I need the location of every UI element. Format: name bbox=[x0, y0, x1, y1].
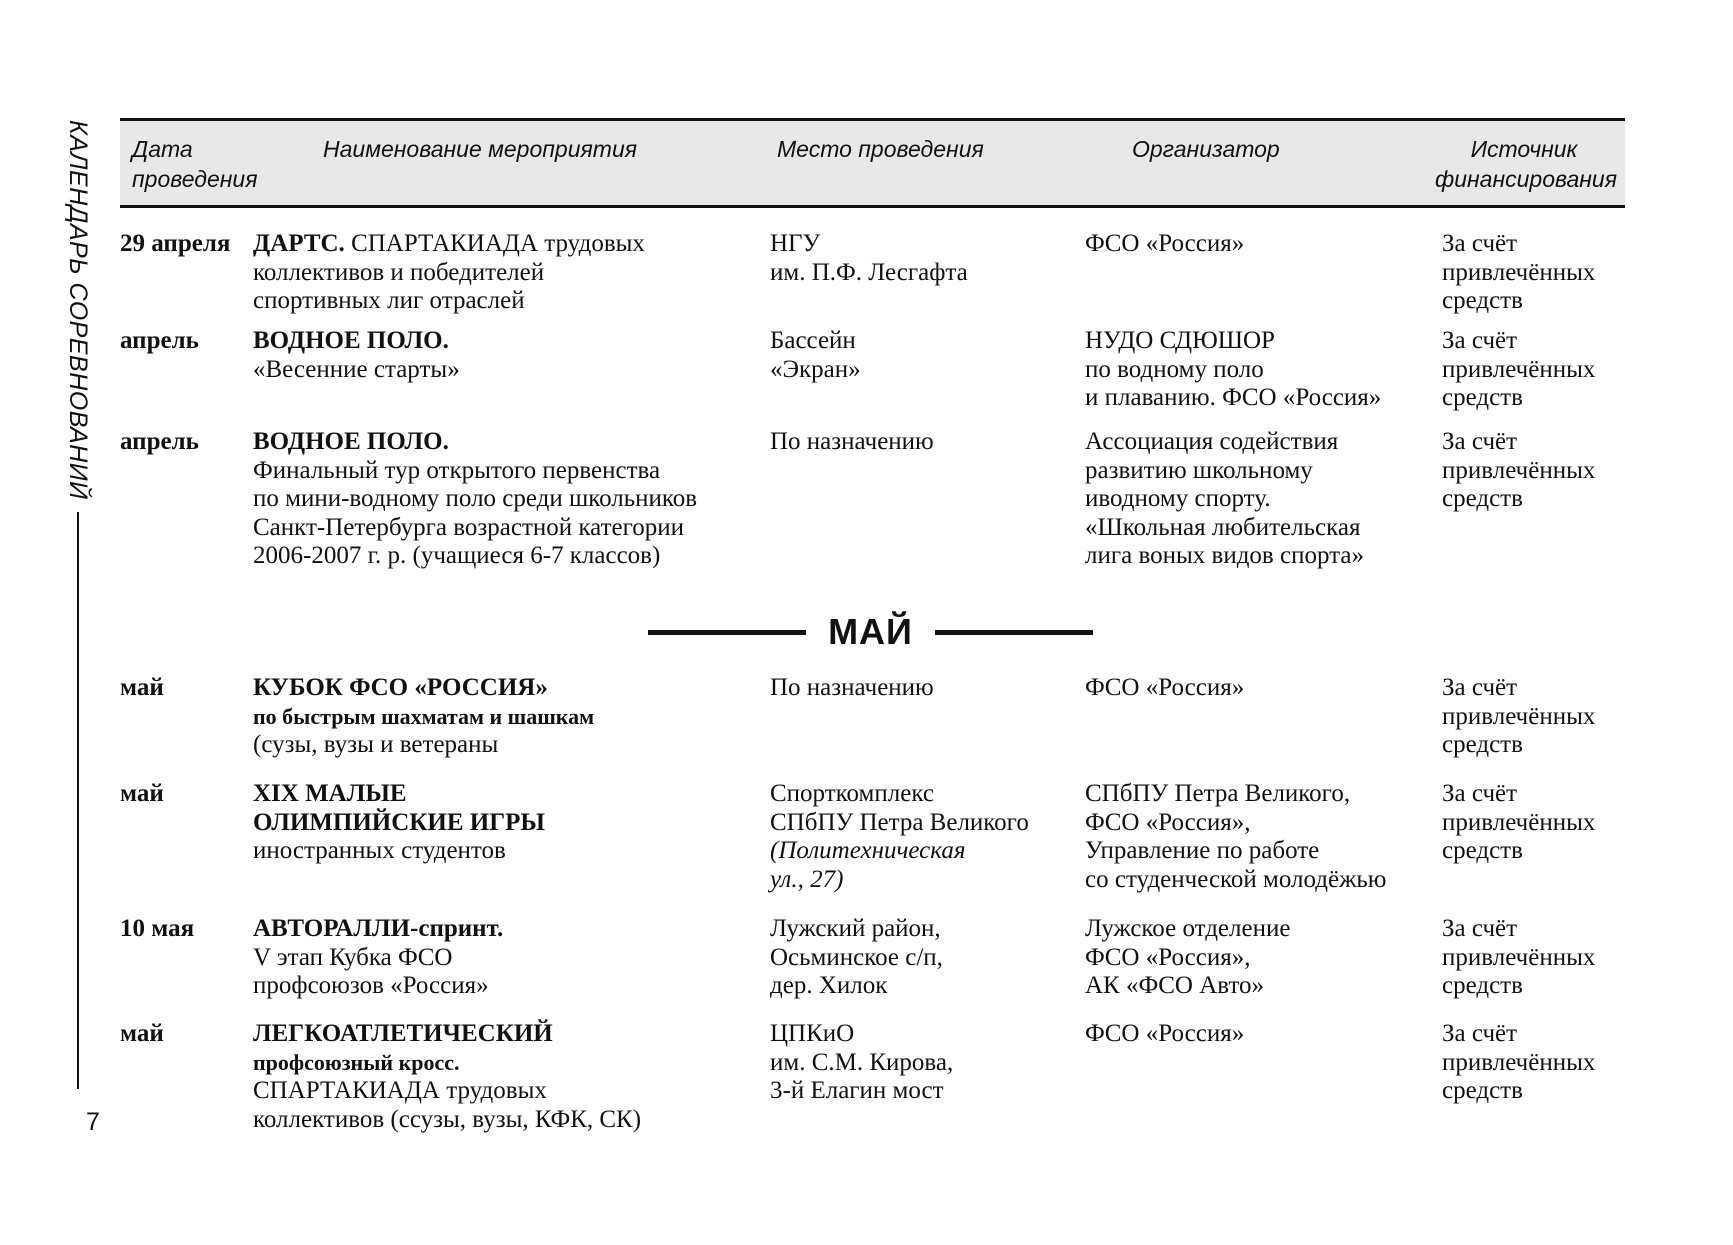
header-place: Место проведения bbox=[777, 136, 984, 162]
month-label: МАЙ bbox=[828, 611, 913, 652]
row-funding: За счёт привлечённых средств bbox=[1442, 1020, 1596, 1104]
row-funding: За счёт привлечённых средств bbox=[1442, 428, 1596, 512]
table-header bbox=[120, 118, 1625, 208]
row-organizer: ФСО «Россия» bbox=[1085, 1020, 1245, 1047]
row-place: По назначению bbox=[770, 428, 934, 455]
row-date: апрель bbox=[120, 428, 199, 455]
row-name: ВОДНОЕ ПОЛО. «Весенние старты» bbox=[253, 327, 460, 383]
row-date: 29 апреля bbox=[120, 230, 231, 257]
row-funding: За счёт привлечённых средств bbox=[1442, 780, 1596, 864]
header-date: Дата проведения bbox=[132, 136, 258, 192]
row-organizer: СПбПУ Петра Великого, ФСО «Россия», Управление по работе со студенческой молодёжью bbox=[1085, 780, 1387, 893]
row-place: НГУ им. П.Ф. Лесгафта bbox=[770, 230, 968, 286]
row-place: Бассейн «Экран» bbox=[770, 327, 861, 383]
row-name: КУБОК ФСО «РОССИЯ» по быстрым шахматам и шашкам (сузы, вузы и ветераны bbox=[253, 674, 595, 758]
row-place: По назначению bbox=[770, 674, 934, 701]
header-organizer: Организатор bbox=[1132, 136, 1280, 162]
page-number: 7 bbox=[86, 1108, 100, 1136]
header-funding: Источник финансирования bbox=[1435, 136, 1618, 192]
row-name: XIX МАЛЫЕ ОЛИМПИЙСКИЕ ИГРЫ иностранных студентов bbox=[253, 780, 545, 864]
side-title-rule bbox=[77, 512, 79, 1089]
row-place: Спорткомплекс СПбПУ Петра Великого (Политехническая ул., 27) bbox=[770, 780, 1029, 893]
row-organizer: НУДО СДЮШОР по водному поло и плаванию. ФСО «Россия» bbox=[1085, 327, 1382, 411]
row-name: ВОДНОЕ ПОЛО. Финальный тур открытого первенства по мини-водному поло среди школьников Санкт-Петербурга возрастной категории 2006-2007 г. р. (учащиеся 6-7 классов) bbox=[253, 428, 698, 569]
row-place: ЦПКиО им. С.М. Кирова, 3-й Елагин мост bbox=[770, 1020, 954, 1104]
row-date: май bbox=[120, 1020, 164, 1047]
row-date: май bbox=[120, 674, 164, 701]
month-divider bbox=[643, 610, 1098, 654]
side-title-text: КАЛЕНДАРЬ СОРЕВНОВАНИЙ bbox=[64, 120, 93, 500]
row-organizer: ФСО «Россия» bbox=[1085, 674, 1245, 701]
divider-rule-left bbox=[648, 630, 806, 635]
row-place: Лужский район, Осьминское с/п, дер. Хилок bbox=[770, 915, 943, 999]
row-funding: За счёт привлечённых средств bbox=[1442, 915, 1596, 999]
row-date: 10 мая bbox=[120, 915, 195, 942]
row-organizer: ФСО «Россия» bbox=[1085, 230, 1245, 257]
row-date: май bbox=[120, 780, 164, 807]
row-date: апрель bbox=[120, 327, 199, 354]
divider-rule-right bbox=[935, 630, 1093, 635]
row-name: ЛЕГКОАТЛЕТИЧЕСКИЙ профсоюзный кросс. СПАРТАКИАДА трудовых коллективов (ссузы, вузы, КФК, СК) bbox=[253, 1020, 642, 1133]
row-name: АВТОРАЛЛИ-спринт. V этап Кубка ФСО профсоюзов «Россия» bbox=[253, 915, 504, 999]
header-name: Наименование мероприятия bbox=[323, 136, 638, 162]
row-funding: За счёт привлечённых средств bbox=[1442, 327, 1596, 411]
row-funding: За счёт привлечённых средств bbox=[1442, 674, 1596, 758]
row-funding: За счёт привлечённых средств bbox=[1442, 230, 1596, 314]
row-organizer: Ассоциация содействия развитию школьному иводному спорту. «Школьная любительская лига воных видов спорта» bbox=[1085, 428, 1364, 569]
side-title bbox=[38, 120, 118, 1095]
row-name: ДАРТС. СПАРТАКИАДА трудовых коллективов и победителей спортивных лиг отраслей bbox=[253, 230, 645, 314]
row-organizer: Лужское отделение ФСО «Россия», АК «ФСО Авто» bbox=[1085, 915, 1291, 999]
